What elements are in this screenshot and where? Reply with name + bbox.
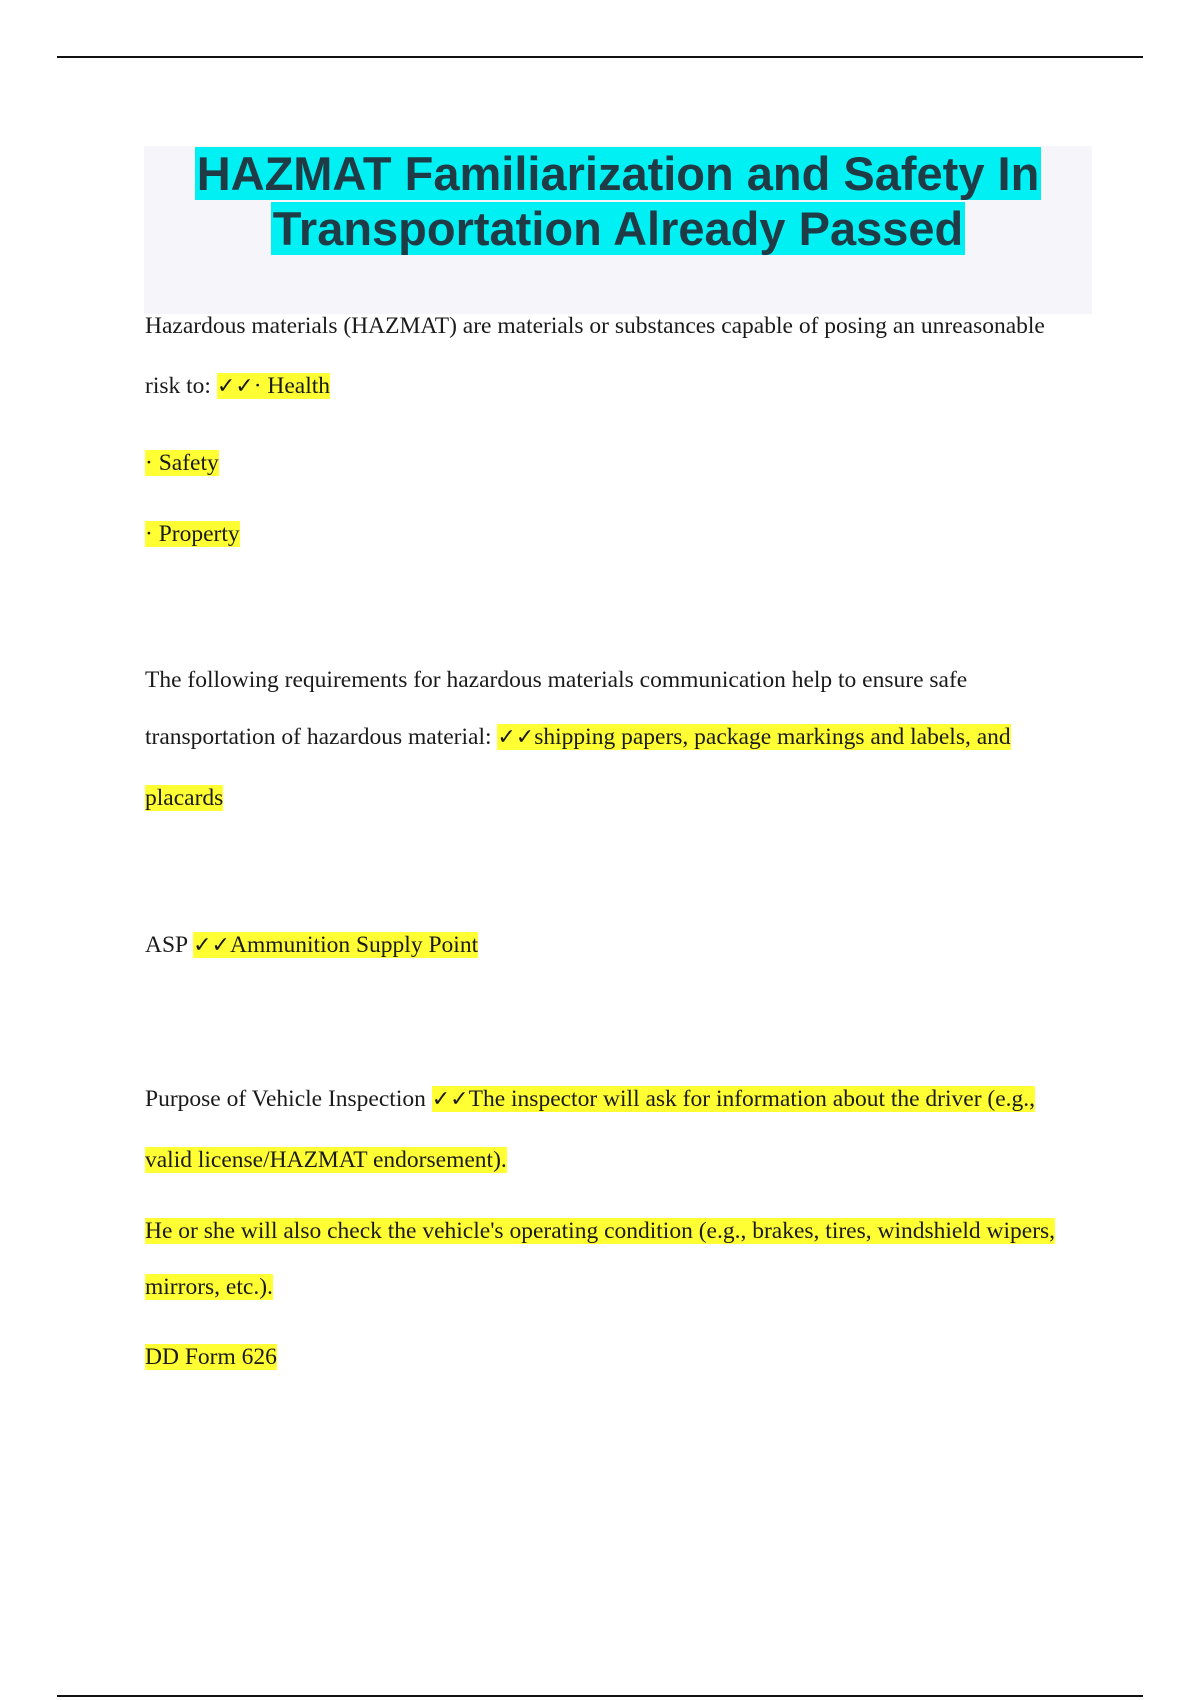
q1-question-line2 — [145, 371, 330, 402]
q4-answer-2: valid license/HAZMAT endorsement). — [145, 1147, 507, 1173]
q2-answer-2: placards — [145, 785, 224, 811]
bottom-rule — [57, 1695, 1143, 1697]
q4-line2 — [145, 1145, 507, 1175]
q4-answer-5: DD Form 626 — [145, 1344, 277, 1370]
q4-line4 — [145, 1272, 273, 1302]
q1-answer-2: · Safety — [145, 450, 219, 476]
q4-answer-3: He or she will also check the vehicle's operating condition (e.g., brakes, tires, windshield wipers, — [145, 1218, 1056, 1244]
title-line-2: Transportation Already Passed — [272, 202, 964, 255]
q2-answer-1: shipping papers, package markings and labels, and — [534, 724, 1011, 750]
q1-answer-1: · Health — [253, 373, 331, 399]
q2-answer-highlight — [497, 724, 1010, 750]
q2-question-line2 — [145, 722, 1011, 753]
q1-answer-3: · Property — [145, 521, 240, 547]
check-icon: ✓✓ — [216, 374, 254, 399]
check-icon: ✓✓ — [431, 1087, 469, 1112]
q2-question-line1: The following requirements for hazardous materials communication help to ensure safe — [145, 667, 968, 693]
q4-line3 — [145, 1216, 1055, 1246]
q2-answer-line2 — [145, 783, 223, 813]
check-icon: ✓✓ — [193, 933, 230, 958]
q1-answer-highlight — [217, 373, 330, 399]
title-line-1: HAZMAT Familiarization and Safety In — [196, 147, 1040, 200]
q1-answer-line3 — [145, 519, 240, 549]
q2-prefix: transportation of hazardous material: — [145, 724, 498, 750]
q4-answer-highlight — [432, 1086, 1035, 1112]
q4-prefix: Purpose of Vehicle Inspection — [145, 1086, 432, 1112]
q4-answer-4: mirrors, etc.). — [145, 1274, 273, 1300]
check-icon: ✓✓ — [497, 725, 535, 750]
q4-line5 — [145, 1342, 277, 1372]
q3-line — [145, 930, 478, 961]
document-title — [144, 146, 1092, 256]
q1-question-line1: Hazardous materials (HAZMAT) are materials or substances capable of posing an unreasonable — [145, 313, 1045, 339]
q3-answer-highlight — [193, 932, 478, 958]
q4-line1 — [145, 1084, 1035, 1115]
q3-answer: Ammunition Supply Point — [230, 932, 479, 958]
q1-answer-line2 — [145, 448, 219, 478]
q3-prefix: ASP — [145, 932, 194, 958]
top-rule — [57, 56, 1143, 58]
q4-answer-1: The inspector will ask for information about the driver (e.g., — [468, 1086, 1036, 1112]
q1-prefix: risk to: — [145, 373, 217, 399]
